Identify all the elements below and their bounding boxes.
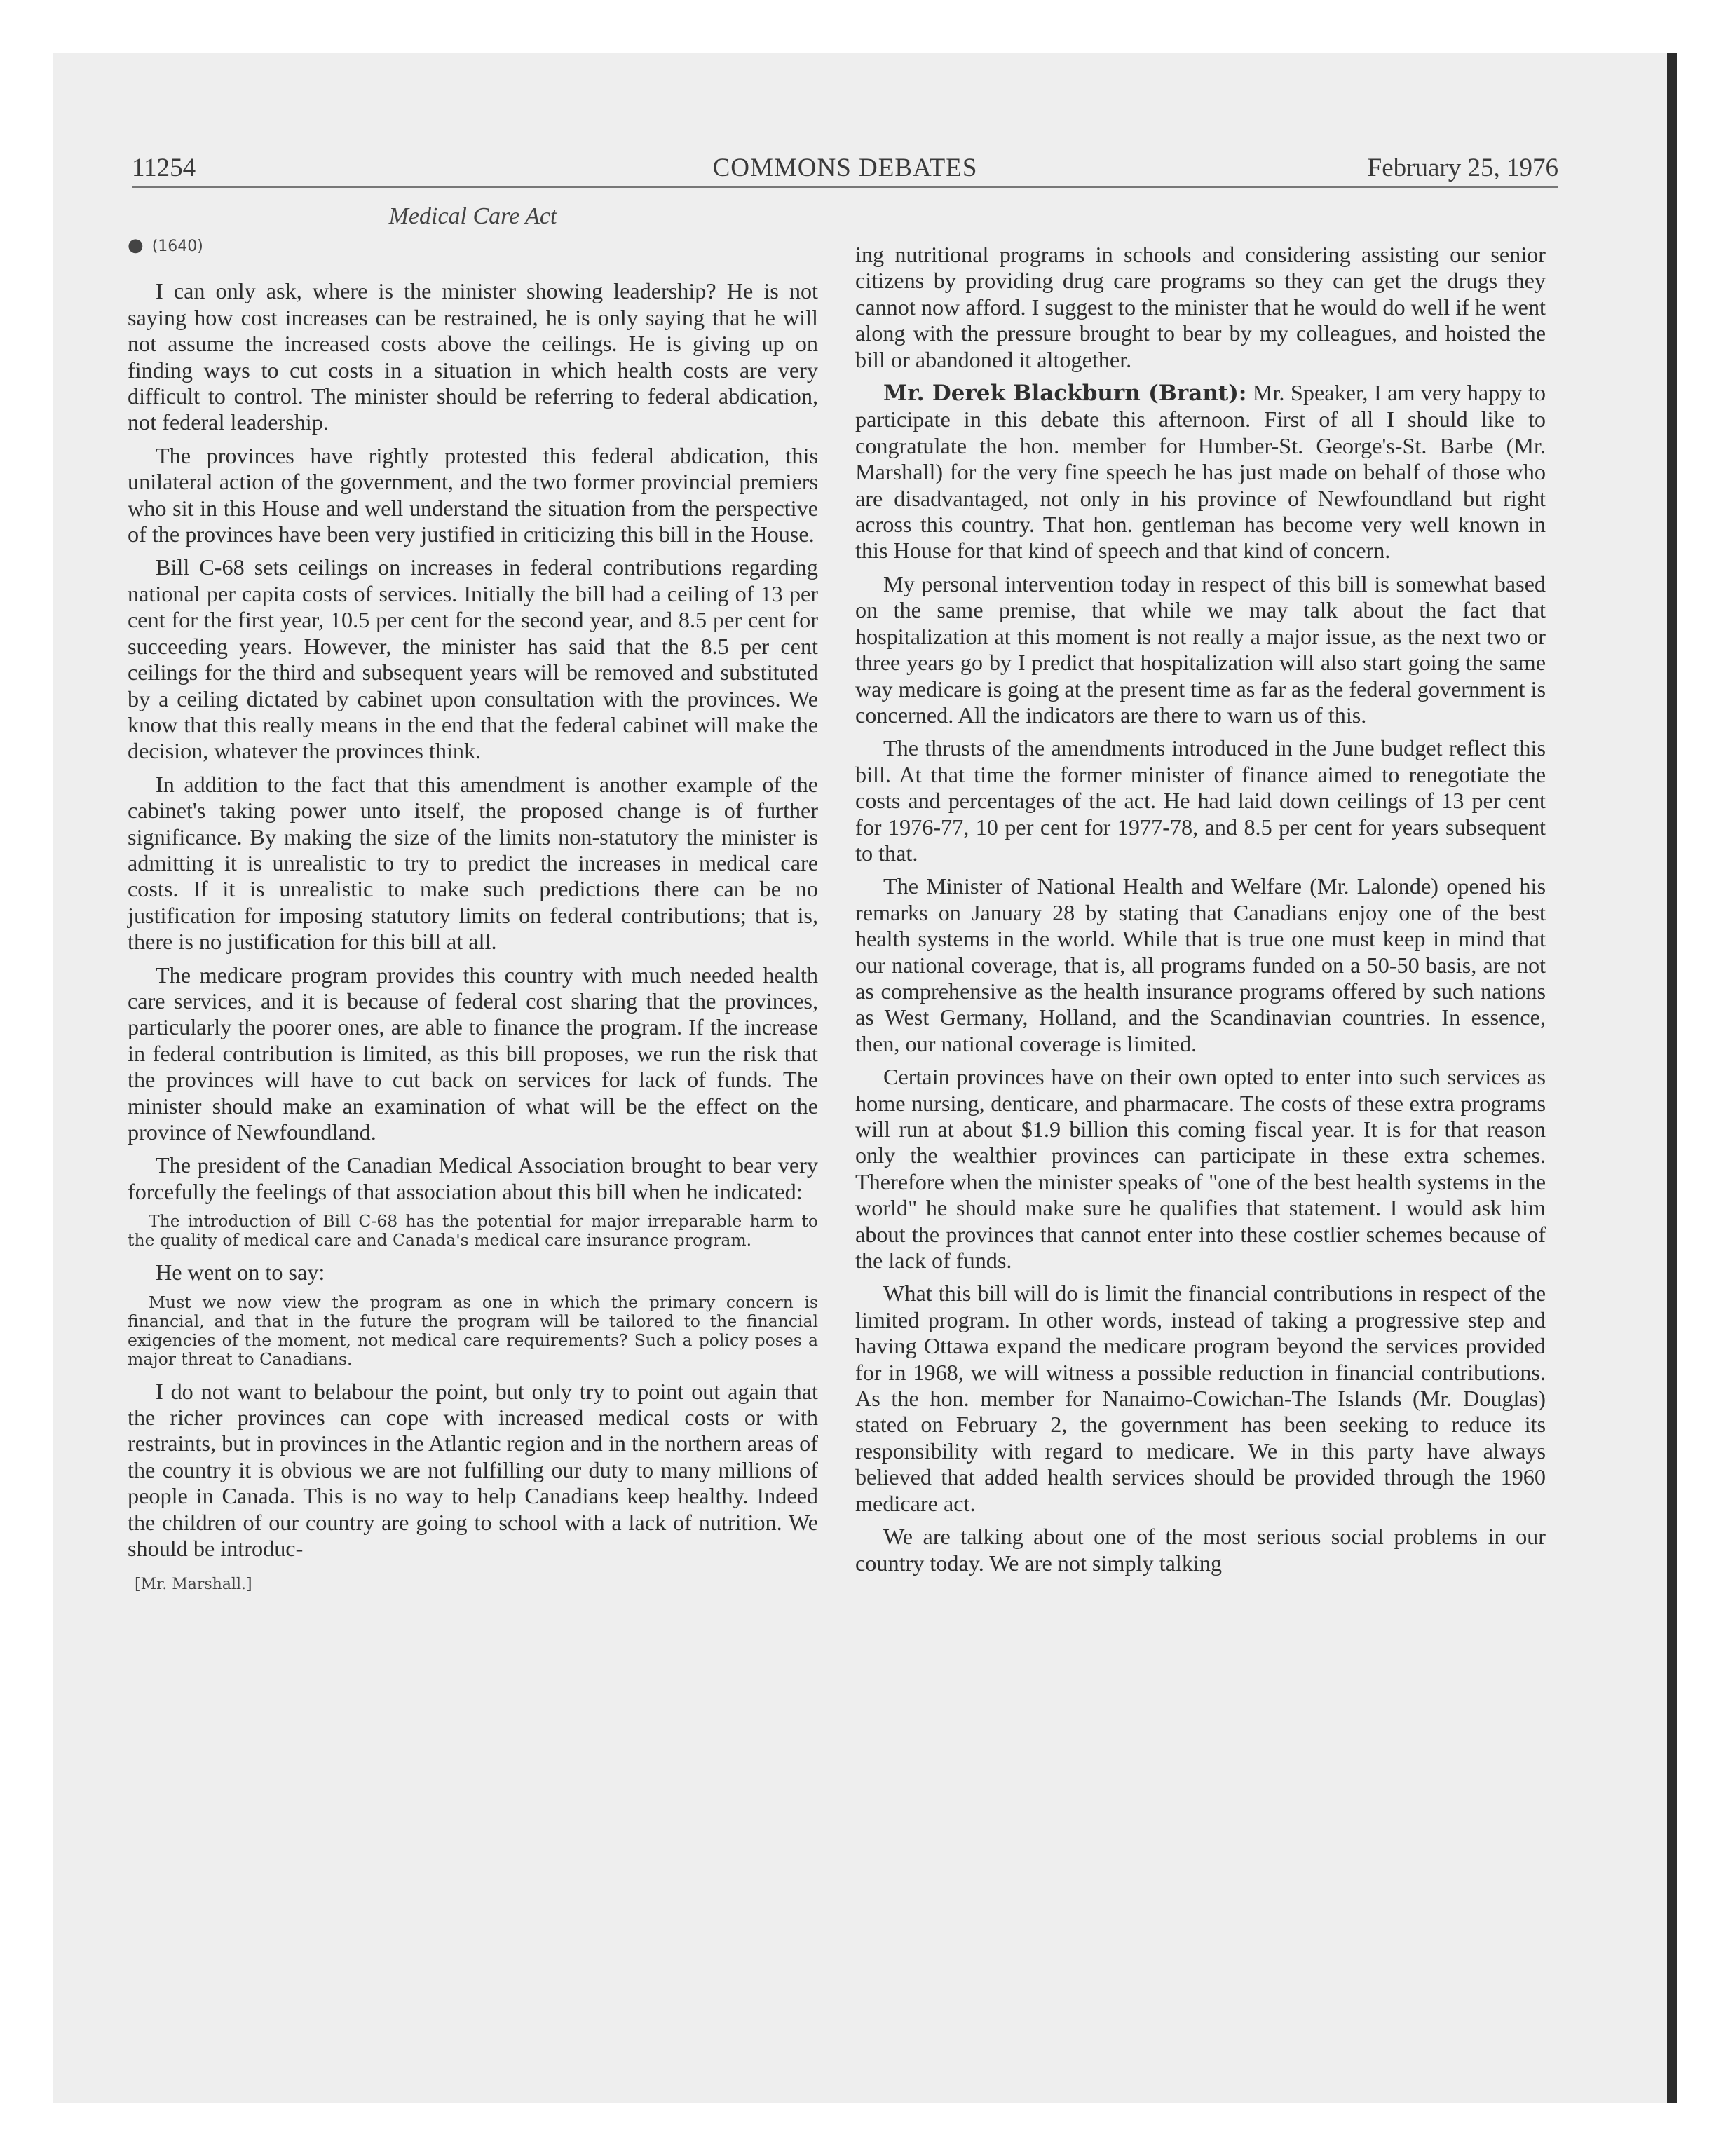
paragraph: ing nutritional programs in schools and considering assisting our senior citizens by providing drug care programs so they can get the drugs they cannot now afford. I suggest to the minister that he would do well if he went along with the pressure brought to bear by my colleagues, and hoisted the bill or abandoned it altogether.: [855, 242, 1546, 372]
speaker-reference: [Mr. Marshall.]: [135, 1576, 252, 1594]
publication-title: COMMONS DEBATES: [712, 153, 978, 182]
right-column: [855, 242, 1546, 1583]
paragraph: I do not want to belabour the point, but only try to point out again that the richer provinces can cope with increased medical costs or with restraints, but in provinces in the Atlantic region and in the northern areas of the country it is obvious we are not fulfilling our duty to many millions of people in Canada. This is no way to help Canadians keep healthy. Indeed the children of our country are going to school with a lack of nutrition. We should be introduc-: [128, 1378, 818, 1562]
paragraph: We are talking about one of the most serious social problems in our country today. We are not simply talking: [855, 1524, 1546, 1576]
page-edge-shadow: [1667, 53, 1677, 2103]
section-title: Medical Care Act: [388, 203, 557, 229]
paragraph: The president of the Canadian Medical Association brought to bear very forcefully the feelings of that association about this bill when he indicated:: [128, 1152, 818, 1204]
paragraph: Bill C-68 sets ceilings on increases in federal contributions regarding national per capita costs of services. Initially the bill had a ceiling of 13 per cent for the first year, 10.5 per cent for the second year, and 8.5 per cent for succeeding years. However, the minister has said that the 8.5 per cent ceilings for the third and subsequent years will be removed and substituted by a ceiling dictated by cabinet upon consultation with the provinces. We know that this really means in the end that the federal cabinet will make the decision, whatever the provinces think.: [128, 554, 818, 764]
paragraph: The Minister of National Health and Welfare (Mr. Lalonde) opened his remarks on January 28 by stating that Canadians enjoy one of the best health systems in the world. While that is true one must keep in mind that our national coverage, that is, all programs funded on a 50-50 basis, are not as comprehensive as the health insurance programs offered by such nations as West Germany, Holland, and the Scandinavian countries. In essence, then, our national coverage is limited.: [855, 873, 1546, 1056]
paragraph: What this bill will do is limit the financial contributions in respect of the limited program. In other words, instead of taking a progressive step and having Ottawa expand the medicare program beyond the services provided for in 1968, we will witness a possible reduction in financial contributions. As the hon. member for Nanaimo-Cowichan-The Islands (Mr. Douglas) stated on February 2, the government has been seeking to reduce its responsibility with regard to medicare. We in this party have always believed that added health services should be provided through the 1960 medicare act.: [855, 1281, 1546, 1516]
page-date: February 25, 1976: [1367, 153, 1558, 182]
bullet-icon: ●: [128, 235, 144, 257]
paragraph: I can only ask, where is the minister showing leadership? He is not saying how cost increases can be restrained, he is only saying that he will not assume the increased costs above the ceilings. He is giving up on finding ways to cut costs in a situation in which health costs are very difficult to control. The minister should be referring to federal abdication, not federal leadership.: [128, 278, 818, 435]
time-marker: [128, 235, 818, 257]
block-quote: Must we now view the program as one in which the primary concern is financial, and that in the future the program will be tailored to the financial exigencies of the moment, not medical care requirements? Such a policy poses a major threat to Canadians.: [128, 1292, 818, 1369]
paragraph: The medicare program provides this country with much needed health care services, and it is because of federal cost sharing that the provinces, particularly the poorer ones, are able to finance the program. If the increase in federal contribution is limited, as this bill proposes, we run the risk that the provinces will have to cut back on services for lack of funds. The minister should make an examination of what will be the effect on the province of Newfoundland.: [128, 962, 818, 1145]
paragraph: In addition to the fact that this amendment is another example of the cabinet's taking power unto itself, the proposed change is of further significance. By making the size of the limits non-statutory the minister is admitting it is unrealistic to try to predict the increases in medical care costs. If it is unrealistic to make such predictions there can be no justification for imposing statutory limits on federal contributions; that is, there is no justification for this bill at all.: [128, 771, 818, 955]
paragraph: My personal intervention today in respect of this bill is somewhat based on the same premise, that while we may talk about the fact that hospitalization at this moment is not really a major issue, as the next two or three years go by I predict that hospitalization will also start going the same way medicare is going at the present time as far as the federal government is concerned. All the indicators are there to warn us of this.: [855, 571, 1546, 728]
paragraph: Certain provinces have on their own opted to enter into such services as home nursing, denticare, and pharmacare. The costs of these extra programs will run at about $1.9 billion this coming fiscal year. It is for that reason only the wealthier provinces can participate in these extra schemes. Therefore when the minister speaks of "one of the best health systems in the world" he should make sure he qualifies that statement. I would ask him about the provinces that cannot enter into these costlier schemes because of the lack of funds.: [855, 1064, 1546, 1274]
paragraph: The provinces have rightly protested this federal abdication, this unilateral action of the government, and the two former provincial premiers who sit in this House and well understand the situation from the perspective of the provinces have been very justified in criticizing this bill in the House.: [128, 442, 818, 547]
block-quote: The introduction of Bill C-68 has the potential for major irreparable harm to the quality of medical care and Canada's medical care insurance program.: [128, 1211, 818, 1250]
speaker-name: Mr. Derek Blackburn (Brant):: [883, 381, 1247, 407]
page-number: 11254: [132, 153, 196, 182]
time-marker-text: (1640): [151, 238, 203, 256]
header-rule: [132, 186, 1558, 188]
speaker-paragraph: [855, 380, 1546, 564]
paragraph: He went on to say:: [156, 1260, 325, 1285]
page-header: [132, 153, 1558, 189]
paragraph: The thrusts of the amendments introduced in the June budget reflect this bill. At that time the former minister of finance aimed to renegotiate the costs and percentages of the act. He had laid down ceilings of 13 per cent for 1976-77, 10 per cent for 1977-78, and 8.5 per cent for years subsequent to that.: [855, 735, 1546, 866]
paragraph-text: Mr. Speaker, I am very happy to participate in this debate this afternoon. First of all I should like to congratulate the hon. member for Humber-St. George's-St. Barbe (Mr. Marshall) for the very fine speech he has just made on behalf of those who are disadvantaged, not only in his province of Newfoundland but right across this country. That hon. gentleman has become very well known in this House for that kind of speech and that kind of concern.: [855, 380, 1546, 564]
left-column: [128, 203, 818, 1598]
